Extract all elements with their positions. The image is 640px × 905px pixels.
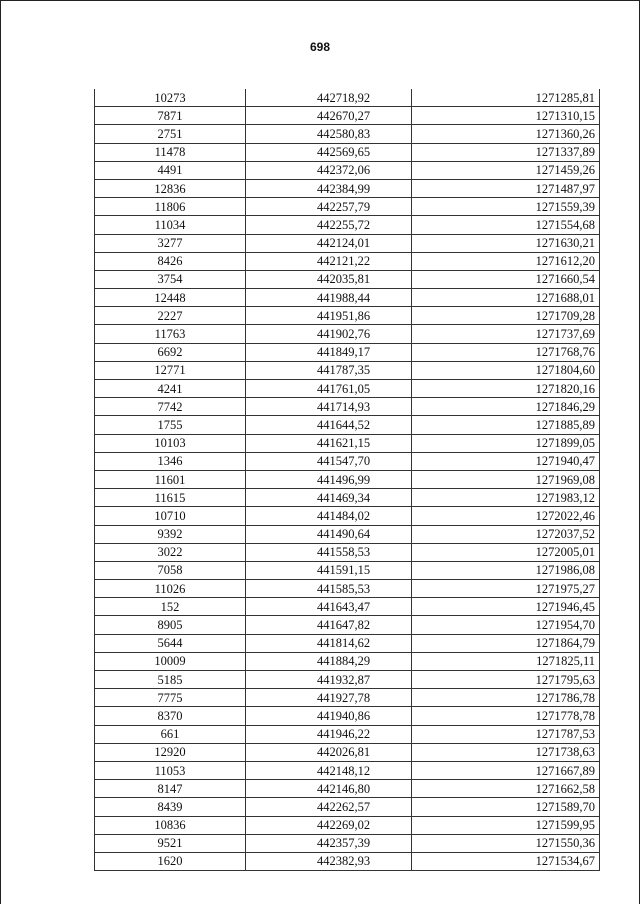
y-coordinate-cell: 1271738,63 <box>412 743 600 761</box>
point-number-cell: 7742 <box>95 398 246 416</box>
x-coordinate-value: 441643,47 <box>316 599 371 614</box>
y-coordinate-cell: 1271599,95 <box>412 816 600 834</box>
x-coordinate-cell <box>246 198 412 216</box>
table-row <box>95 852 600 870</box>
table-row <box>95 798 600 816</box>
point-number-cell: 7775 <box>95 689 246 707</box>
point-number-cell: 11034 <box>95 216 246 234</box>
x-coordinate-value: 442146,80 <box>316 781 371 796</box>
point-number-cell: 661 <box>95 725 246 743</box>
coordinates-table <box>94 89 600 871</box>
x-coordinate-cell <box>246 416 412 434</box>
y-coordinate-cell: 1272005,01 <box>412 543 600 561</box>
point-number-cell: 10710 <box>95 507 246 525</box>
x-coordinate-cell <box>246 270 412 288</box>
x-coordinate-value: 441940,86 <box>316 708 371 723</box>
y-coordinate-cell: 1271986,08 <box>412 561 600 579</box>
x-coordinate-value: 442035,81 <box>316 272 371 287</box>
point-number-cell: 1620 <box>95 852 246 870</box>
table-row <box>95 834 600 852</box>
table-row <box>95 580 600 598</box>
table-row <box>95 671 600 689</box>
y-coordinate-cell: 1271786,78 <box>412 689 600 707</box>
table-row <box>95 361 600 379</box>
table-row <box>95 416 600 434</box>
point-number-cell: 5185 <box>95 671 246 689</box>
point-number-cell: 4241 <box>95 380 246 398</box>
x-coordinate-value: 441761,05 <box>316 381 371 396</box>
y-coordinate-cell: 1271778,78 <box>412 707 600 725</box>
table-row <box>95 525 600 543</box>
point-number-cell: 8147 <box>95 780 246 798</box>
point-number-cell: 7058 <box>95 561 246 579</box>
point-number-cell: 1755 <box>95 416 246 434</box>
y-coordinate-cell: 1271487,97 <box>412 179 600 197</box>
coordinates-table-body <box>95 89 600 871</box>
x-coordinate-cell <box>246 307 412 325</box>
y-coordinate-cell: 1272037,52 <box>412 525 600 543</box>
x-coordinate-value: 442382,93 <box>316 854 371 869</box>
table-row <box>95 816 600 834</box>
x-coordinate-cell <box>246 398 412 416</box>
table-row <box>95 652 600 670</box>
point-number-cell: 11478 <box>95 143 246 161</box>
table-row <box>95 234 600 252</box>
x-coordinate-cell <box>246 616 412 634</box>
table-row <box>95 398 600 416</box>
x-coordinate-cell <box>246 343 412 361</box>
point-number-cell: 9521 <box>95 834 246 852</box>
x-coordinate-value: 442569,65 <box>316 145 371 160</box>
y-coordinate-cell: 1271459,26 <box>412 161 600 179</box>
x-coordinate-cell <box>246 543 412 561</box>
x-coordinate-value: 442372,06 <box>316 163 371 178</box>
x-coordinate-cell <box>246 125 412 143</box>
table-row <box>95 107 600 125</box>
table-row <box>95 270 600 288</box>
y-coordinate-cell: 1271737,69 <box>412 325 600 343</box>
table-row <box>95 689 600 707</box>
y-coordinate-cell: 1271804,60 <box>412 361 600 379</box>
table-row <box>95 143 600 161</box>
x-coordinate-cell <box>246 525 412 543</box>
table-row <box>95 616 600 634</box>
point-number-cell: 11763 <box>95 325 246 343</box>
x-coordinate-cell <box>246 434 412 452</box>
x-coordinate-value: 442670,27 <box>316 108 371 123</box>
point-number-cell: 3277 <box>95 234 246 252</box>
x-coordinate-value: 441496,99 <box>316 472 371 487</box>
x-coordinate-cell <box>246 452 412 470</box>
table-row <box>95 470 600 488</box>
table-row <box>95 434 600 452</box>
table-row <box>95 343 600 361</box>
x-coordinate-cell <box>246 507 412 525</box>
point-number-cell: 11615 <box>95 489 246 507</box>
x-coordinate-value: 441591,15 <box>316 563 371 578</box>
point-number-cell: 11601 <box>95 470 246 488</box>
x-coordinate-value: 442124,01 <box>316 236 371 251</box>
table-row <box>95 198 600 216</box>
x-coordinate-value: 441927,78 <box>316 690 371 705</box>
table-row <box>95 179 600 197</box>
x-coordinate-value: 441946,22 <box>316 727 371 742</box>
y-coordinate-cell: 1271534,67 <box>412 852 600 870</box>
x-coordinate-value: 441884,29 <box>316 654 371 669</box>
x-coordinate-cell <box>246 216 412 234</box>
x-coordinate-cell <box>246 580 412 598</box>
point-number-cell: 11053 <box>95 761 246 779</box>
point-number-cell: 3022 <box>95 543 246 561</box>
table-row <box>95 634 600 652</box>
y-coordinate-cell: 1271975,27 <box>412 580 600 598</box>
y-coordinate-cell: 1271954,70 <box>412 616 600 634</box>
y-coordinate-cell: 1271285,81 <box>412 89 600 107</box>
x-coordinate-cell <box>246 470 412 488</box>
y-coordinate-cell: 1271969,08 <box>412 470 600 488</box>
y-coordinate-cell: 1271559,39 <box>412 198 600 216</box>
y-coordinate-cell: 1271899,05 <box>412 434 600 452</box>
table-row <box>95 125 600 143</box>
x-coordinate-cell <box>246 816 412 834</box>
x-coordinate-cell <box>246 161 412 179</box>
y-coordinate-cell: 1271709,28 <box>412 307 600 325</box>
x-coordinate-cell <box>246 234 412 252</box>
point-number-cell: 12920 <box>95 743 246 761</box>
point-number-cell: 10103 <box>95 434 246 452</box>
x-coordinate-cell <box>246 289 412 307</box>
y-coordinate-cell: 1272022,46 <box>412 507 600 525</box>
y-coordinate-cell: 1271885,89 <box>412 416 600 434</box>
point-number-cell: 2751 <box>95 125 246 143</box>
point-number-cell: 10009 <box>95 652 246 670</box>
point-number-cell: 11026 <box>95 580 246 598</box>
x-coordinate-value: 441547,70 <box>316 454 371 469</box>
table-row <box>95 725 600 743</box>
x-coordinate-value: 442257,79 <box>316 199 371 214</box>
table-row <box>95 452 600 470</box>
y-coordinate-cell: 1271662,58 <box>412 780 600 798</box>
y-coordinate-cell: 1271660,54 <box>412 270 600 288</box>
x-coordinate-cell <box>246 798 412 816</box>
y-coordinate-cell: 1271795,63 <box>412 671 600 689</box>
point-number-cell: 10836 <box>95 816 246 834</box>
point-number-cell: 10273 <box>95 89 246 107</box>
x-coordinate-value: 442580,83 <box>316 126 371 141</box>
x-coordinate-cell <box>246 725 412 743</box>
x-coordinate-value: 441490,64 <box>316 527 371 542</box>
point-number-cell: 9392 <box>95 525 246 543</box>
table-row <box>95 489 600 507</box>
point-number-cell: 3754 <box>95 270 246 288</box>
x-coordinate-cell <box>246 143 412 161</box>
table-row <box>95 325 600 343</box>
y-coordinate-cell: 1271337,89 <box>412 143 600 161</box>
x-coordinate-value: 441647,82 <box>316 618 371 633</box>
point-number-cell: 11806 <box>95 198 246 216</box>
page-number: 698 <box>309 40 331 54</box>
x-coordinate-value: 441988,44 <box>316 290 371 305</box>
x-coordinate-cell <box>246 834 412 852</box>
x-coordinate-cell <box>246 361 412 379</box>
table-row <box>95 307 600 325</box>
x-coordinate-cell <box>246 852 412 870</box>
table-row <box>95 89 600 107</box>
point-number-cell: 8426 <box>95 252 246 270</box>
point-number-cell: 4491 <box>95 161 246 179</box>
x-coordinate-value: 442269,02 <box>316 818 371 833</box>
table-row <box>95 761 600 779</box>
y-coordinate-cell: 1271612,20 <box>412 252 600 270</box>
x-coordinate-value: 442718,92 <box>316 90 371 105</box>
x-coordinate-cell <box>246 179 412 197</box>
x-coordinate-cell <box>246 489 412 507</box>
point-number-cell: 5644 <box>95 634 246 652</box>
y-coordinate-cell: 1271820,16 <box>412 380 600 398</box>
point-number-cell: 8370 <box>95 707 246 725</box>
x-coordinate-cell <box>246 707 412 725</box>
x-coordinate-value: 442121,22 <box>316 254 371 269</box>
y-coordinate-cell: 1271360,26 <box>412 125 600 143</box>
point-number-cell: 152 <box>95 598 246 616</box>
point-number-cell: 8905 <box>95 616 246 634</box>
x-coordinate-cell <box>246 325 412 343</box>
x-coordinate-cell <box>246 380 412 398</box>
x-coordinate-cell <box>246 107 412 125</box>
y-coordinate-cell: 1271688,01 <box>412 289 600 307</box>
y-coordinate-cell: 1271825,11 <box>412 652 600 670</box>
point-number-cell: 7871 <box>95 107 246 125</box>
x-coordinate-value: 441902,76 <box>316 327 371 342</box>
y-coordinate-cell: 1271310,15 <box>412 107 600 125</box>
x-coordinate-value: 441585,53 <box>316 581 371 596</box>
x-coordinate-value: 442384,99 <box>316 181 371 196</box>
x-coordinate-cell <box>246 671 412 689</box>
y-coordinate-cell: 1271787,53 <box>412 725 600 743</box>
table-row <box>95 252 600 270</box>
table-row <box>95 507 600 525</box>
x-coordinate-cell <box>246 634 412 652</box>
x-coordinate-cell <box>246 761 412 779</box>
y-coordinate-cell: 1271846,29 <box>412 398 600 416</box>
x-coordinate-value: 441814,62 <box>316 636 371 651</box>
x-coordinate-value: 441932,87 <box>316 672 371 687</box>
table-row <box>95 543 600 561</box>
point-number-cell: 12771 <box>95 361 246 379</box>
x-coordinate-cell <box>246 598 412 616</box>
x-coordinate-cell <box>246 780 412 798</box>
x-coordinate-cell <box>246 252 412 270</box>
x-coordinate-cell <box>246 743 412 761</box>
y-coordinate-cell: 1271630,21 <box>412 234 600 252</box>
x-coordinate-value: 441484,02 <box>316 508 371 523</box>
x-coordinate-cell <box>246 689 412 707</box>
y-coordinate-cell: 1271940,47 <box>412 452 600 470</box>
point-number-cell: 2227 <box>95 307 246 325</box>
y-coordinate-cell: 1271864,79 <box>412 634 600 652</box>
y-coordinate-cell: 1271983,12 <box>412 489 600 507</box>
table-row <box>95 780 600 798</box>
x-coordinate-cell <box>246 652 412 670</box>
x-coordinate-cell <box>246 89 412 107</box>
point-number-cell: 8439 <box>95 798 246 816</box>
x-coordinate-value: 442262,57 <box>316 799 371 814</box>
point-number-cell: 6692 <box>95 343 246 361</box>
x-coordinate-value: 442357,39 <box>316 836 371 851</box>
y-coordinate-cell: 1271589,70 <box>412 798 600 816</box>
x-coordinate-value: 441787,35 <box>316 363 371 378</box>
table-row <box>95 289 600 307</box>
point-number-cell: 12448 <box>95 289 246 307</box>
table-row <box>95 161 600 179</box>
x-coordinate-value: 442026,81 <box>316 745 371 760</box>
x-coordinate-value: 442255,72 <box>316 217 371 232</box>
table-row <box>95 598 600 616</box>
table-row <box>95 561 600 579</box>
x-coordinate-value: 441469,34 <box>316 490 371 505</box>
x-coordinate-value: 441714,93 <box>316 399 371 414</box>
table-row <box>95 743 600 761</box>
x-coordinate-cell <box>246 561 412 579</box>
table-row <box>95 216 600 234</box>
y-coordinate-cell: 1271768,76 <box>412 343 600 361</box>
y-coordinate-cell: 1271550,36 <box>412 834 600 852</box>
y-coordinate-cell: 1271946,45 <box>412 598 600 616</box>
x-coordinate-value: 441644,52 <box>316 417 371 432</box>
x-coordinate-value: 441558,53 <box>316 545 371 560</box>
y-coordinate-cell: 1271554,68 <box>412 216 600 234</box>
x-coordinate-value: 441849,17 <box>316 345 371 360</box>
table-row <box>95 380 600 398</box>
x-coordinate-value: 442148,12 <box>316 763 371 778</box>
x-coordinate-value: 441621,15 <box>316 436 371 451</box>
point-number-cell: 12836 <box>95 179 246 197</box>
x-coordinate-value: 441951,86 <box>316 308 371 323</box>
point-number-cell: 1346 <box>95 452 246 470</box>
y-coordinate-cell: 1271667,89 <box>412 761 600 779</box>
table-row <box>95 707 600 725</box>
